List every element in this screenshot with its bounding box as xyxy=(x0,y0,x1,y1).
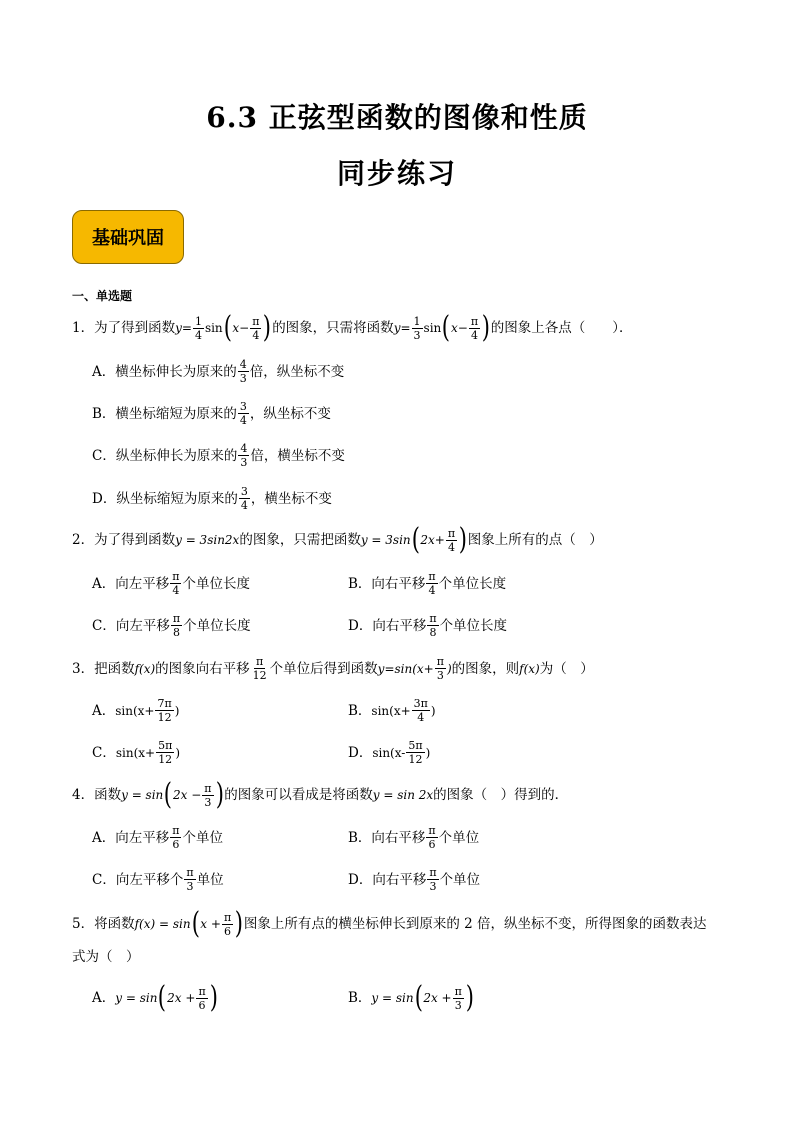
q1-y: y xyxy=(175,321,182,335)
q5-option-a[interactable] xyxy=(92,980,218,1015)
q1-option-a-pre: A．横坐标伸长为原来的 xyxy=(92,363,237,380)
question-1 xyxy=(72,310,633,345)
q3-option-c-pre: C． xyxy=(92,744,116,761)
q5-option-a-f: y = sin xyxy=(115,991,158,1005)
q5-option-a-lparen: ( xyxy=(158,980,167,1015)
q1-option-b[interactable] xyxy=(92,400,331,427)
q1-text-c: 的图象上各点（ ）． xyxy=(490,320,633,336)
q2-option-d-pre: D．向右平移 xyxy=(348,617,427,634)
q4-text-c: 的图象（ ）得到的． xyxy=(433,787,569,803)
section-heading: 一、单选题 xyxy=(72,289,133,303)
q4-formula-1-head: y = sin xyxy=(121,788,164,802)
q5-text-b: 图象上所有点的横坐标伸长到原来的 2 倍，纵坐标不变，所得图象的函数表达 xyxy=(243,916,707,932)
q4-option-a-pre: A．向左平移 xyxy=(92,829,170,846)
q5-lparen: ( xyxy=(191,906,200,941)
q2-frac-pi-4: $\frac{\pi}{4}$ xyxy=(447,526,456,554)
q2-option-d-frac: $\frac{\pi}{8}$ xyxy=(429,612,437,639)
q3-option-d[interactable] xyxy=(348,739,430,766)
q3-option-d-f1: sin(x- xyxy=(372,745,406,760)
q3-option-c-f1: sin(x+ xyxy=(115,745,156,760)
q1-text-b: 的图象，只需将函数 xyxy=(272,320,394,336)
q2-option-d-post: 个单位长度 xyxy=(439,617,508,634)
q4-option-a[interactable] xyxy=(92,824,223,851)
q1-eq: = xyxy=(181,321,192,335)
q3-option-d-f2: ) xyxy=(425,745,431,760)
q1-option-d-post: ，横坐标不变 xyxy=(250,490,332,507)
q5-option-a-in: 2x + xyxy=(167,991,196,1005)
q1-sin: sin xyxy=(204,321,223,335)
q5-frac-pi-6: $\frac{\pi}{6}$ xyxy=(223,910,232,938)
q5-option-b-rparen: ) xyxy=(465,980,474,1015)
q1-rparen-2: ) xyxy=(481,310,491,345)
q3-option-b-f2: ) xyxy=(430,703,436,718)
q3-text-d: 的图象，则 xyxy=(451,660,520,677)
q2-option-c-frac: $\frac{\pi}{8}$ xyxy=(172,612,181,639)
q5-formula-head: f(x) = sin xyxy=(134,917,191,931)
q3-g-head: y=sin(x+ xyxy=(377,661,434,676)
q5-option-a-frac: $\frac{\pi}{6}$ xyxy=(198,984,206,1012)
q2-rparen: ) xyxy=(458,522,468,557)
q1-option-c-frac: $\frac{4}{3}$ xyxy=(240,442,248,469)
q1-minus2: − xyxy=(457,321,468,335)
q1-option-d-pre: D．纵坐标缩短为原来的 xyxy=(92,490,238,507)
q3-fx: f(x) xyxy=(134,661,156,676)
question-3 xyxy=(72,655,594,682)
q1-y2: y xyxy=(393,321,401,335)
q1-option-d[interactable] xyxy=(92,485,332,512)
question-2 xyxy=(72,522,603,557)
q1-lparen-1: ( xyxy=(223,310,232,345)
q2-text-b: 的图象，只需把函数 xyxy=(239,532,361,548)
q3-option-c-frac: $\frac{5\pi}{12}$ xyxy=(158,739,173,766)
section-badge-label: 基础巩固 xyxy=(92,228,164,249)
q3-option-b-f1: sin(x+ xyxy=(371,703,411,718)
q2-text-a: 2．为了得到函数 xyxy=(72,532,176,548)
q2-lparen: ( xyxy=(411,522,420,557)
page-subtitle: 同步练习 xyxy=(336,157,457,190)
q5-formula-arg: x + xyxy=(200,917,221,931)
q1-option-a[interactable] xyxy=(92,358,344,385)
q4-option-d-post: 个单位 xyxy=(439,871,481,888)
q5-option-b-pre: B． xyxy=(348,990,372,1006)
q1-option-c-post: 倍，横坐标不变 xyxy=(250,447,345,464)
q1-frac-1-4: $\frac{1}{4}$ xyxy=(194,314,202,342)
q3-option-c[interactable] xyxy=(92,739,180,766)
q3-text-b: 的图象向右平移 xyxy=(155,660,250,677)
q5-option-a-pre: A． xyxy=(92,990,116,1006)
q3-frac-pi-12: $\frac{\pi}{12}$ xyxy=(252,655,267,682)
q4-option-b[interactable] xyxy=(348,824,479,851)
q4-formula-1-arg: 2x − xyxy=(173,788,202,802)
q2-option-b-pre: B．向右平移 xyxy=(348,575,426,592)
q5-text-c: 式为（ ） xyxy=(72,949,140,965)
q4-option-c-post: 单位 xyxy=(196,871,224,888)
q1-x2: x xyxy=(450,321,458,335)
q5-rparen: ) xyxy=(234,906,244,941)
q1-frac-1-3: $\frac{1}{3}$ xyxy=(413,314,421,342)
q4-formula-2: y = sin 2x xyxy=(372,788,434,802)
q4-option-d-pre: D．向右平移 xyxy=(348,871,427,888)
q2-formula-2-arg: 2x+ xyxy=(420,533,445,547)
q4-option-b-pre: B．向右平移 xyxy=(348,829,426,846)
q2-option-b-post: 个单位长度 xyxy=(438,575,507,592)
q1-option-b-post: ，纵坐标不变 xyxy=(249,405,331,422)
q2-option-d[interactable] xyxy=(348,612,507,639)
q4-lparen: ( xyxy=(164,777,173,812)
q3-option-c-f2: ) xyxy=(175,745,180,760)
q5-text-a: 5．将函数 xyxy=(72,916,135,932)
q3-option-b-pre: B． xyxy=(348,702,372,719)
q5-option-b-f: y = sin xyxy=(371,991,414,1005)
q4-text-a: 4．函数 xyxy=(72,787,122,803)
question-5-cont xyxy=(72,947,140,967)
q2-option-c[interactable] xyxy=(92,612,251,639)
q1-frac-pi-4: $\frac{\pi}{4}$ xyxy=(252,314,260,342)
q3-g-tail: ) xyxy=(446,661,452,676)
q2-option-b[interactable] xyxy=(348,570,506,597)
q1-eq2: = xyxy=(400,321,411,335)
q1-rparen-1: ) xyxy=(263,310,272,345)
q3-text-c: 个单位后得到函数 xyxy=(269,660,378,677)
page-title: 6.3 正弦型函数的图像和性质 xyxy=(206,101,588,134)
q3-option-a-f1: sin(x+ xyxy=(115,703,155,718)
q2-option-b-frac: $\frac{\pi}{4}$ xyxy=(428,570,436,597)
q2-option-a-frac: $\frac{\pi}{4}$ xyxy=(172,570,180,597)
q3-text-a: 3．把函数 xyxy=(72,660,135,677)
q3-option-d-pre: D． xyxy=(348,744,373,761)
q1-option-b-frac: $\frac{3}{4}$ xyxy=(239,400,247,427)
q1-option-b-pre: B．横坐标缩短为原来的 xyxy=(92,405,237,422)
q2-formula-2-head: y = 3sin xyxy=(360,533,411,547)
q4-option-d-frac: $\frac{\pi}{3}$ xyxy=(429,866,437,893)
q4-option-a-post: 个单位 xyxy=(182,829,223,846)
q3-option-a-f2: ) xyxy=(174,703,180,718)
question-4 xyxy=(72,777,569,812)
q1-option-a-frac: $\frac{4}{3}$ xyxy=(239,358,247,385)
q3-option-a-frac: $\frac{7\pi}{12}$ xyxy=(157,697,172,724)
section-badge xyxy=(72,210,184,264)
q1-minus: − xyxy=(239,321,250,335)
q3-option-b[interactable] xyxy=(348,697,436,724)
q4-option-b-frac: $\frac{\pi}{6}$ xyxy=(428,824,436,851)
q1-option-d-frac: $\frac{3}{4}$ xyxy=(240,485,248,512)
q2-option-a-pre: A．向左平移 xyxy=(92,575,170,592)
q1-text-a: 1．为了得到函数 xyxy=(72,320,176,336)
q4-option-c-pre: C．向左平移个 xyxy=(92,871,184,888)
q2-option-c-post: 个单位长度 xyxy=(183,617,251,634)
q2-text-c: 图象上所有的点（ ） xyxy=(467,532,603,548)
q3-text-e: 为（ ） xyxy=(539,660,594,677)
q4-option-d[interactable] xyxy=(348,866,480,893)
q3-option-a-pre: A． xyxy=(92,702,116,719)
q3-frac-pi-3: $\frac{\pi}{3}$ xyxy=(436,655,444,682)
q5-option-a-rparen: ) xyxy=(209,980,218,1015)
q4-rparen: ) xyxy=(215,777,224,812)
q5-option-b-lparen: ( xyxy=(414,980,423,1015)
q4-option-c[interactable] xyxy=(92,866,224,893)
q3-fx2: f(x) xyxy=(519,661,540,676)
q4-option-b-post: 个单位 xyxy=(438,829,480,846)
q5-option-b-frac: $\frac{\pi}{3}$ xyxy=(454,984,462,1012)
q2-option-c-pre: C．向左平移 xyxy=(92,617,170,634)
q2-option-a-post: 个单位长度 xyxy=(182,575,250,592)
q3-option-a[interactable] xyxy=(92,697,179,724)
q2-option-a[interactable] xyxy=(92,570,250,597)
q5-option-b[interactable] xyxy=(348,980,475,1015)
q4-text-b: 的图象可以看成是将函数 xyxy=(224,787,373,803)
q4-option-c-frac: $\frac{\pi}{3}$ xyxy=(186,866,194,893)
q1-option-c-pre: C．纵坐标伸长为原来的 xyxy=(92,447,238,464)
q4-option-a-frac: $\frac{\pi}{6}$ xyxy=(172,824,180,851)
q1-frac-pi-4b: $\frac{\pi}{4}$ xyxy=(470,314,479,342)
question-5 xyxy=(72,906,707,941)
q1-sin2: sin xyxy=(423,321,442,335)
q2-formula-1: y = 3sin2x xyxy=(175,533,240,547)
q4-frac-pi-3: $\frac{\pi}{3}$ xyxy=(204,781,212,809)
q1-x: x xyxy=(232,321,240,335)
q3-option-d-frac: $\frac{5\pi}{12}$ xyxy=(408,739,423,766)
q1-option-a-post: 倍，纵坐标不变 xyxy=(249,363,345,380)
q5-option-b-in: 2x + xyxy=(423,991,452,1005)
q1-option-c[interactable] xyxy=(92,442,345,469)
q3-option-b-frac: $\frac{3\pi}{4}$ xyxy=(413,697,428,724)
q1-lparen-2: ( xyxy=(442,310,451,345)
